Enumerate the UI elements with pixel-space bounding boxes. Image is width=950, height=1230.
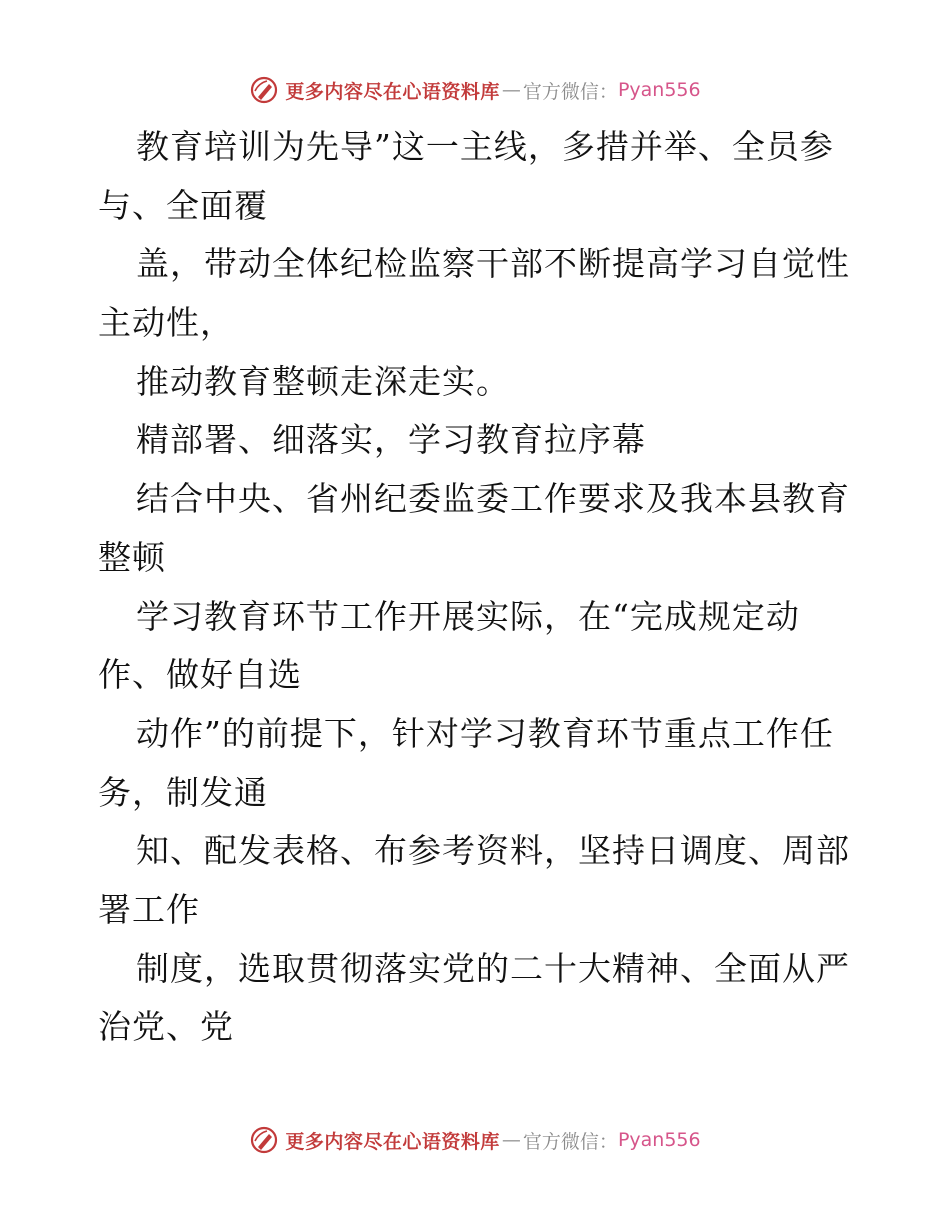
text-line: 务，制发通 <box>98 772 268 812</box>
watermark-site-text: 更多内容尽在心语资料库 <box>285 80 500 103</box>
text-line: 结合中央、省州纪委监委工作要求及我本县教育 <box>136 479 850 519</box>
watermark-site-text: 更多内容尽在心语资料库 <box>285 1130 500 1153</box>
text-line: 制度，选取贯彻落实党的二十大精神、全面从严 <box>136 948 850 988</box>
text-line: 学习教育环节工作开展实际，在“完成规定动 <box>136 596 800 636</box>
text-line: 精部署、细落实，学习教育拉序幕 <box>136 420 646 460</box>
text-line: 推动教育整顿走深走实。 <box>136 361 510 401</box>
text-line: 主动性， <box>98 303 234 343</box>
document-body <box>98 118 868 1057</box>
text-line: 与、全面覆 <box>98 185 268 225</box>
pen-logo-icon <box>249 1125 279 1155</box>
watermark-wechat-id: Pyan556 <box>617 1129 701 1151</box>
watermark-label: 官方微信： <box>522 1130 618 1153</box>
watermark-separator: — <box>501 79 521 101</box>
footer-watermark <box>0 1120 950 1160</box>
text-line: 整顿 <box>98 537 166 577</box>
text-line: 署工作 <box>98 889 200 929</box>
text-line: 教育培训为先导”这一主线，多措并举、全员参 <box>136 127 834 166</box>
text-line: 盖，带动全体纪检监察干部不断提高学习自觉性 <box>136 244 850 284</box>
text-line: 治党、党 <box>98 1007 234 1047</box>
watermark-wechat-id: Pyan556 <box>617 79 701 101</box>
text-line: 知、配发表格、布参考资料，坚持日调度、周部 <box>136 831 850 871</box>
text-line: 动作”的前提下，针对学习教育环节重点工作任 <box>136 713 834 753</box>
watermark-separator: — <box>501 1129 521 1151</box>
pen-logo-icon <box>249 75 279 105</box>
text-line: 作、做好自选 <box>98 655 302 695</box>
watermark-label: 官方微信： <box>522 80 618 103</box>
header-watermark <box>0 70 950 110</box>
